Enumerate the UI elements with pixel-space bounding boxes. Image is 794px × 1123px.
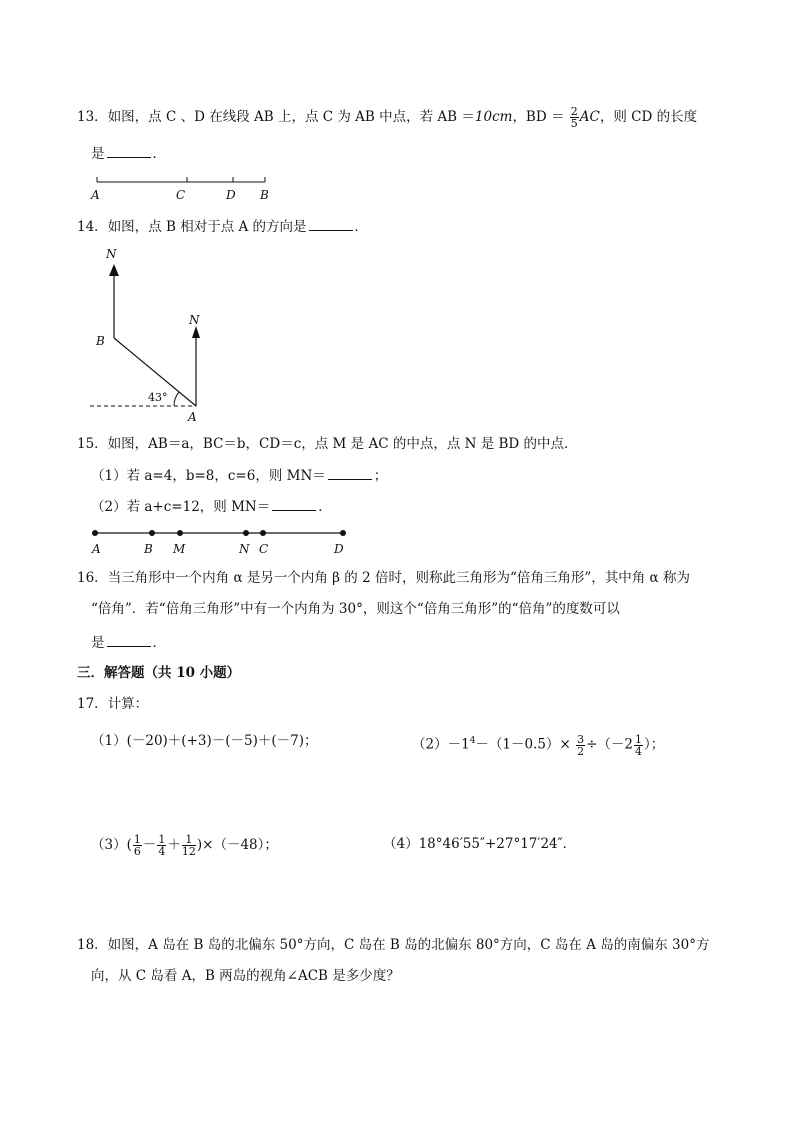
q17-title: 17．计算： [77, 696, 149, 712]
q14-label-a: A [188, 410, 197, 424]
q17-p3-frac3: $\frac{1}{12}$ [181, 833, 196, 858]
q13-line1 [77, 106, 697, 129]
q14-label-b: B [96, 334, 105, 348]
q15-label-d: D [334, 542, 344, 556]
q14-label-n1: N [106, 247, 117, 261]
q14-label-n2: N [189, 313, 200, 327]
q16-line1: 16．当三角形中一个内角 α 是另一个内角 β 的 2 倍时，则称此三角形为“倍角三角形”，其中角 α 称为 [77, 570, 690, 586]
q17-part3: （3）( $\frac{1}{6}$ － $\frac{1}{4}$ ＋ $\frac{1}{12}$ )×（－48）； [91, 833, 278, 858]
q14-direction-diagram [88, 246, 218, 426]
q15-part1-blank[interactable] [328, 465, 372, 480]
q14-answer-blank[interactable] [309, 216, 353, 231]
q15-number: 15． [77, 436, 108, 452]
q18-line2: 向，从 C 岛看 A，B 两岛的视角∠ACB 是多少度？ [91, 968, 400, 984]
q15-segment-diagram [88, 526, 358, 560]
q13-label-c: C [176, 188, 186, 202]
q15-line1: 15．如图，AB＝a，BC＝b，CD＝c，点 M 是 AC 的中点，点 N 是 BD 的中点． [77, 436, 578, 452]
q14-number: 14． [77, 219, 108, 235]
q15-part1: （1）若 a=4，b=8，c=6，则 MN＝ ； [91, 465, 387, 486]
q15-label-c: C [259, 542, 269, 556]
q18-number: 18． [77, 937, 108, 953]
q14-line: 14．如图，点 B 相对于点 A 的方向是 ． [77, 216, 368, 237]
q16-number: 16． [77, 570, 108, 586]
q17-p3-frac2: $\frac{1}{4}$ [158, 833, 166, 858]
q13-fraction: $\frac{2}{5}$ [570, 105, 578, 130]
q17-number: 17． [77, 696, 108, 712]
q13-text-c: ，则 CD 的长度 [599, 109, 698, 125]
q13-label-d: D [226, 188, 236, 202]
q13-number: 13． [77, 109, 108, 125]
q13-line2: 是 ． [91, 143, 166, 164]
section3-title: 三．解答题（共 10 小题） [77, 665, 241, 681]
q13-answer-blank[interactable] [107, 143, 151, 158]
q16-answer-blank[interactable] [107, 632, 151, 647]
q15-part2: （2）若 a+c=12，则 MN＝ ． [91, 496, 332, 517]
q15-part2-blank[interactable] [272, 496, 316, 511]
q16-line3: 是 ． [91, 632, 166, 653]
q13-label-b: B [260, 188, 269, 202]
q17-p2-mixed-fraction: $\frac{1}{4}$ [635, 732, 642, 758]
q14-angle-label: 43° [148, 391, 168, 404]
q18-line1: 18．如图，A 岛在 B 岛的北偏东 50°方向，C 岛在 B 岛的北偏东 80°方向，C 岛在 A 岛的南偏东 30°方 [77, 937, 710, 953]
q17-part1: （1）(－20)＋(+3)－(－5)＋(－7)； [91, 733, 318, 749]
q15-label-m: M [173, 542, 186, 556]
q13-text-a: 如图，点 C 、D 在线段 AB 上，点 C 为 AB 中点，若 AB ＝ [107, 109, 475, 125]
q17-p3-frac1: $\frac{1}{6}$ [133, 833, 141, 858]
q13-segment-diagram [90, 174, 280, 204]
q17-part4: （4）18°46′55″+27°17′24″． [383, 836, 577, 852]
q15-label-n: N [239, 542, 250, 556]
q13-ab-value: 10cm [474, 109, 513, 125]
q17-p2-fraction: $\frac{3}{2}$ [577, 732, 585, 758]
q13-text-b: ，BD ＝ [512, 109, 565, 125]
q15-label-b: B [144, 542, 153, 556]
q13-label-a: A [91, 188, 100, 202]
q16-line2: “倍角”．若“倍角三角形”中有一个内角为 30°，则这个“倍角三角形”的“倍角”的度数可以 [91, 601, 620, 617]
q13-frac-var: AC [579, 109, 600, 125]
q15-label-a: A [92, 542, 101, 556]
q17-part2: $(2)-1^4-(1-0.5)\times$ $\frac{3}{2}$ ÷（－2 $\frac{1}{4}$ ）； [412, 732, 665, 758]
